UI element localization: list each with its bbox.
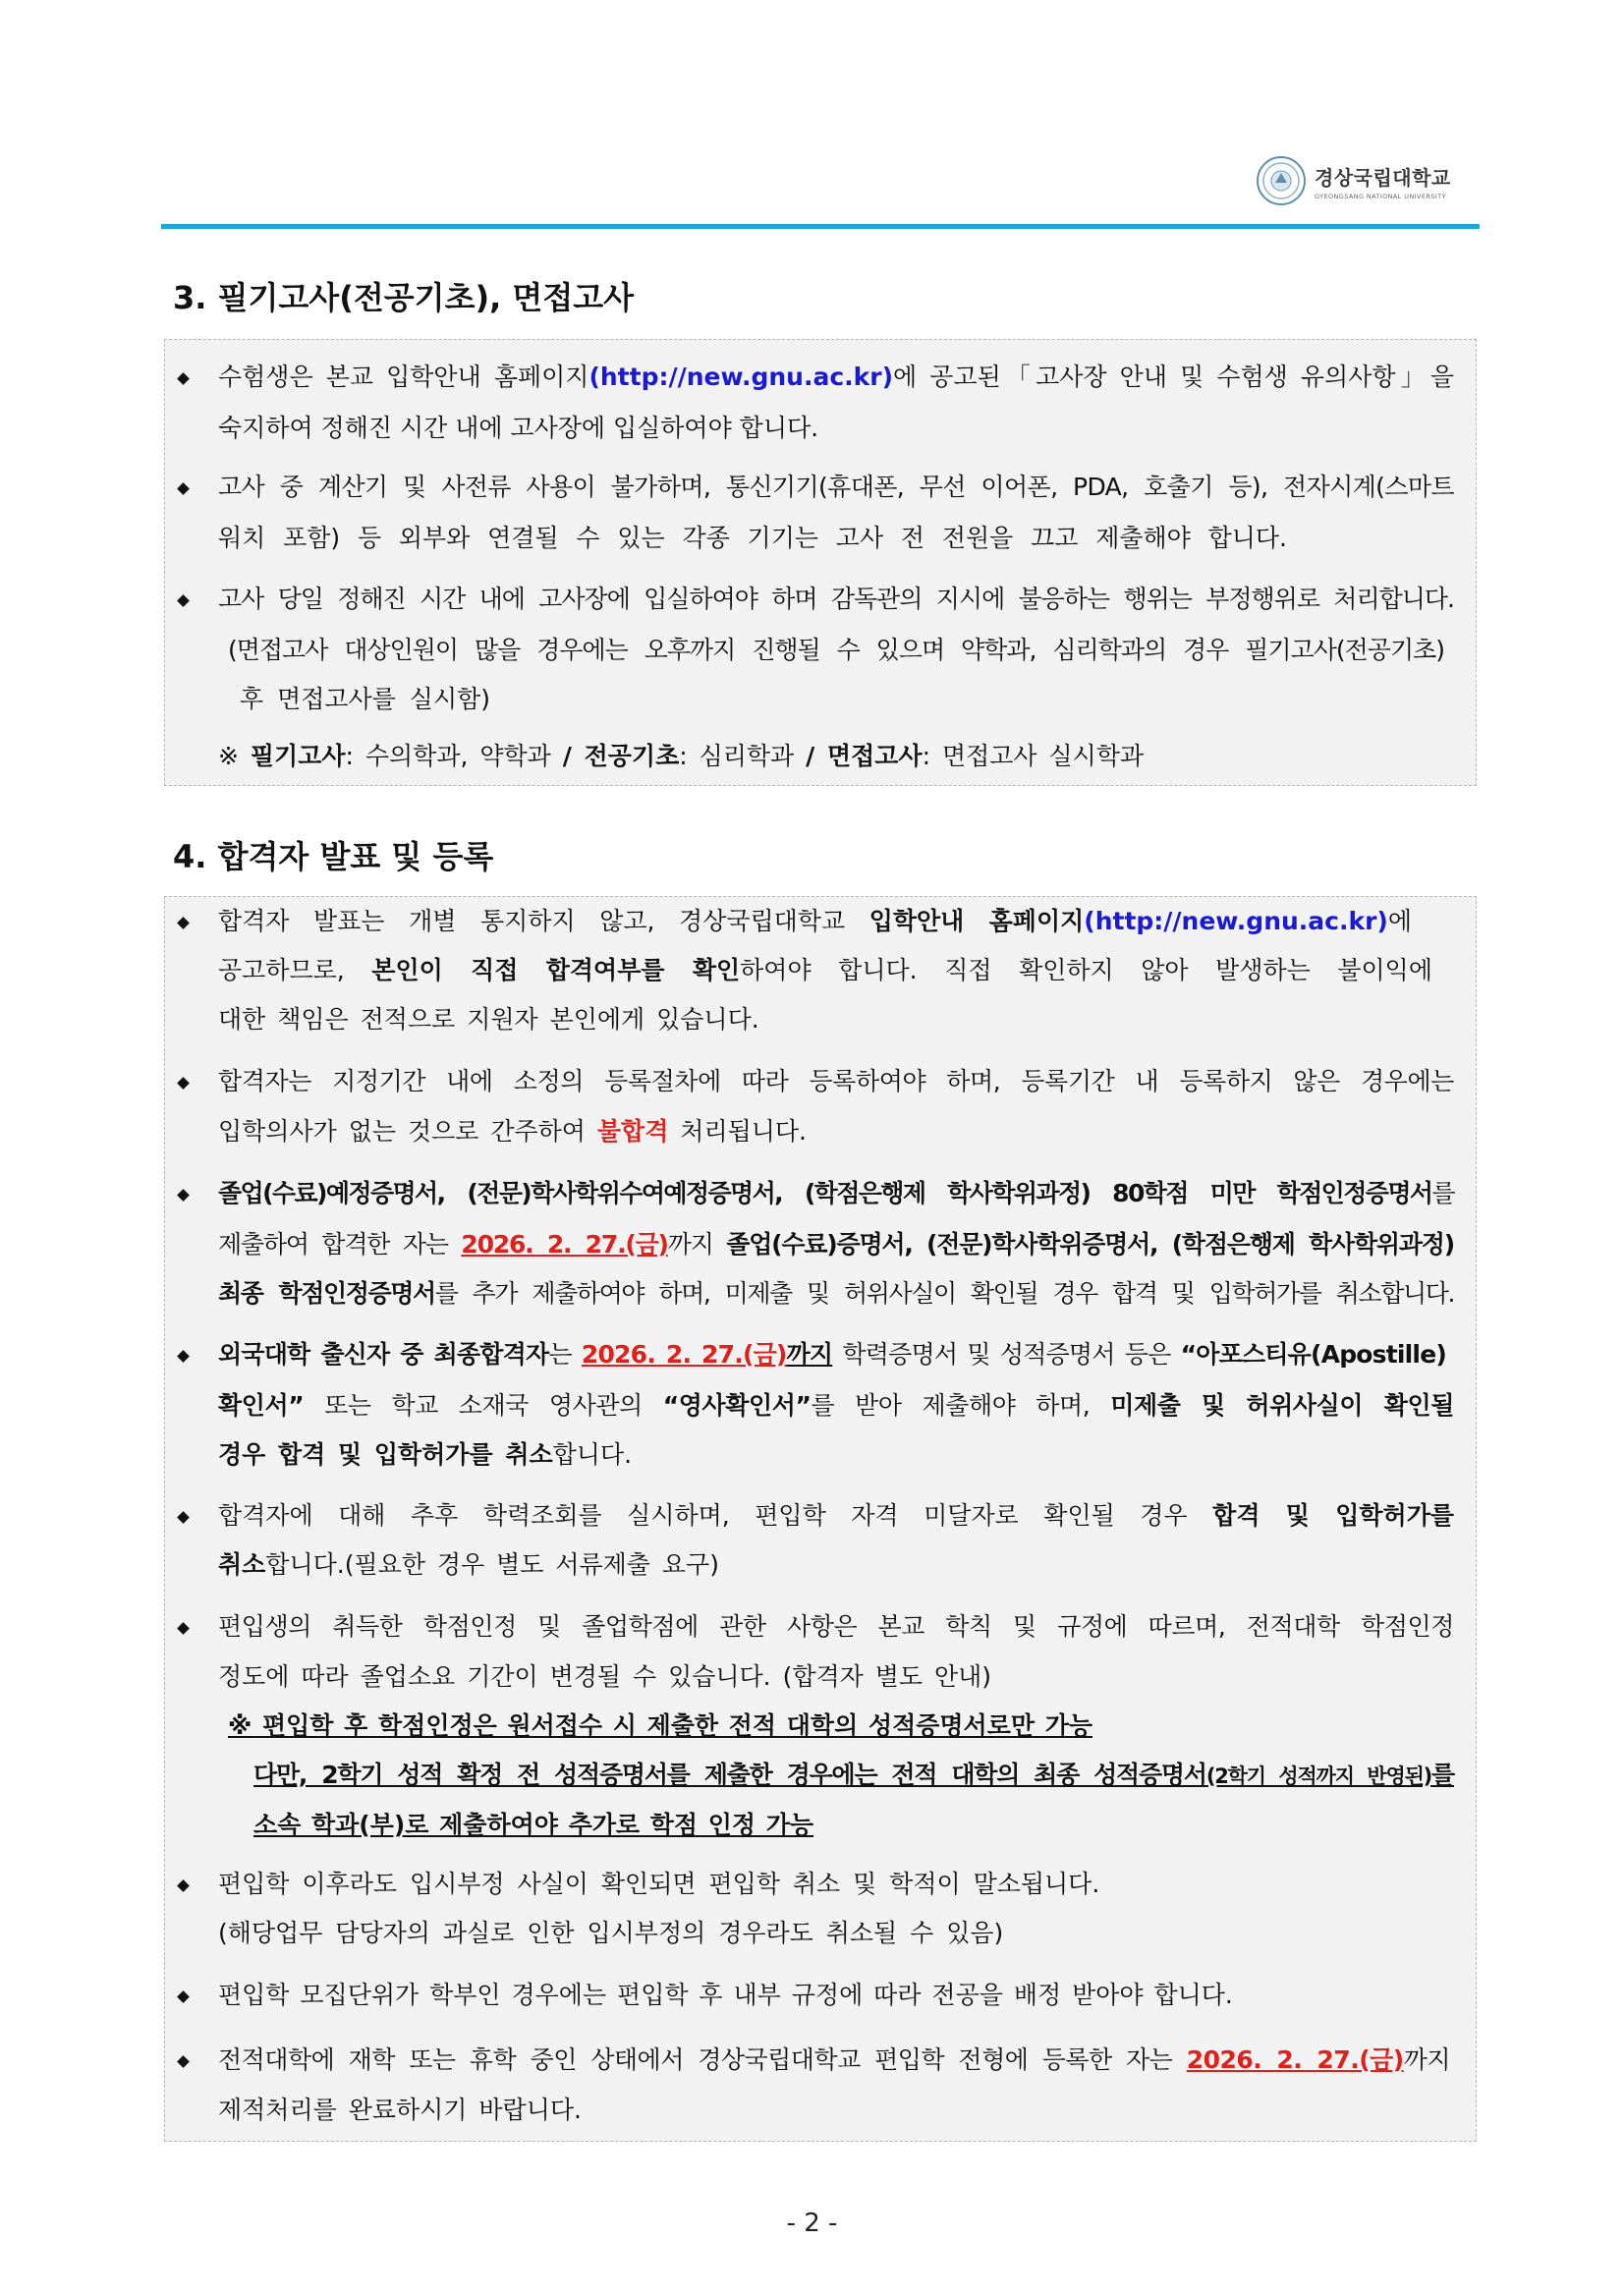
header-rule bbox=[161, 224, 1480, 229]
bullet-text-line: 편입생의 취득한 학점인정 및 졸업학점에 관한 사항은 본교 학칙 및 규정에 따르며, 전적대학 학점인정 bbox=[218, 1612, 1454, 1641]
deadline-date: 2026. 2. 27.(금) bbox=[1186, 2045, 1404, 2074]
bullet-text-line: 고사 중 계산기 및 사전류 사용이 불가하며, 통신기기(휴대폰, 무선 이어폰, PDA, 호출기 등), 전자시계(스마트 bbox=[218, 473, 1454, 501]
section-3-title: 3. 필기고사(전공기초), 면접고사 bbox=[173, 279, 635, 316]
section-3-note: ※ 필기고사: 수의학과, 약학과 / 전공기초: 심리학과 / 면접고사: 면접고사 실시학과 bbox=[218, 742, 1145, 770]
bullet-text-line: 취소합니다.(필요한 경우 별도 서류제출 요구) bbox=[218, 1550, 719, 1579]
bullet-text-line: 경우 합격 및 입학허가를 취소합니다. bbox=[218, 1440, 633, 1469]
credit-recognition-note: 다만, 2학기 성적 확정 전 성적증명서를 제출한 경우에는 전적 대학의 최종 성적증명서(2학기 성적까지 반영된)를 bbox=[253, 1761, 1454, 1789]
logo-korean-name: 경상국립대학교 bbox=[1315, 165, 1451, 190]
bullet-text-line: 합격자에 대해 추후 학력조회를 실시하며, 편입학 자격 미달자로 확인될 경우 합격 및 입학허가를 bbox=[218, 1501, 1454, 1530]
bullet-text-line: 최종 학점인정증명서를 추가 제출하여야 하며, 미제출 및 허위사실이 확인될 경우 합격 및 입학허가를 취소합니다. bbox=[218, 1279, 1454, 1308]
bullet-text-line: 제출하여 합격한 자는 2026. 2. 27.(금)까지 졸업(수료)증명서, (전문)학사학위증명서, (학점은행제 학사학위과정) bbox=[218, 1230, 1454, 1259]
bullet-text-line: 제적처리를 완료하시기 바랍니다. bbox=[218, 2096, 582, 2124]
university-logo bbox=[1256, 153, 1482, 208]
page-number: - 2 - bbox=[786, 2209, 838, 2238]
bullet-text-line: 워치 포함) 등 외부와 연결될 수 있는 각종 기기는 고사 전 전원을 끄고 제출해야 합니다. bbox=[218, 524, 1287, 552]
fail-status-text: 불합격 bbox=[596, 1117, 669, 1146]
section-3-box bbox=[164, 339, 1477, 786]
bullet-text-line: 전적대학에 재학 또는 휴학 중인 상태에서 경상국립대학교 편입학 전형에 등록한 자는 2026. 2. 27.(금)까지 bbox=[218, 2045, 1451, 2074]
bullet-text-line: 졸업(수료)예정증명서, (전문)학사학위수여예정증명서, (학점은행제 학사학위과정) 80학점 미만 학점인정증명서를 bbox=[218, 1179, 1454, 1207]
bullet-text-line: 편입학 이후라도 입시부정 사실이 확인되면 편입학 취소 및 학적이 말소됩니다. bbox=[218, 1870, 1100, 1898]
bullet-text-line: 숙지하여 정해진 시간 내에 고사장에 입실하여야 합니다. bbox=[218, 414, 819, 442]
bullet-text-line: 입학의사가 없는 것으로 간주하여 불합격 처리됩니다. bbox=[218, 1117, 807, 1146]
bullet-text-line: 합격자는 지정기간 내에 소정의 등록절차에 따라 등록하여야 하며, 등록기간 내 등록하지 않은 경우에는 bbox=[218, 1067, 1454, 1095]
logo-english-name: GYEONGSANG NATIONAL UNIVERSITY bbox=[1315, 192, 1446, 200]
bullet-text-line: 대한 책임은 전적으로 지원자 본인에게 있습니다. bbox=[218, 1005, 759, 1034]
bullet-text-line: 고사 당일 정해진 시간 내에 고사장에 입실하여야 하며 감독관의 지시에 불응하는 행위는 부정행위로 처리합니다. bbox=[218, 585, 1454, 613]
deadline-date: 2026. 2. 27.(금) bbox=[461, 1230, 668, 1259]
credit-recognition-note: ※ 편입학 후 학점인정은 원서접수 시 제출한 전적 대학의 성적증명서로만 가능 bbox=[228, 1711, 1092, 1740]
bullet-text-line: 외국대학 출신자 중 최종합격자는 2026. 2. 27.(금)까지 학력증명서 및 성적증명서 등은 “아포스티유(Apostille) bbox=[218, 1340, 1446, 1369]
bullet-text-line: 후 면접고사를 실시함) bbox=[240, 685, 490, 713]
homepage-link[interactable]: (http://new.gnu.ac.kr) bbox=[588, 363, 894, 391]
bullet-text-line: (면접고사 대상인원이 많을 경우에는 오후까지 진행될 수 있으며 약학과, 심리학과의 경우 필기고사(전공기초) bbox=[228, 636, 1444, 664]
bullet-text-line: (해당업무 담당자의 과실로 인한 입시부정의 경우라도 취소될 수 있음) bbox=[218, 1919, 1004, 1947]
section-4-title: 4. 합격자 발표 및 등록 bbox=[173, 838, 494, 875]
homepage-link[interactable]: (http://new.gnu.ac.kr) bbox=[1084, 907, 1388, 935]
university-seal-icon bbox=[1256, 155, 1307, 206]
credit-recognition-note: 소속 학과(부)로 제출하여야 추가로 학점 인정 가능 bbox=[253, 1811, 814, 1839]
bullet-text-line: 확인서” 또는 학교 소재국 영사관의 “영사확인서”를 받아 제출해야 하며, 미제출 및 허위사실이 확인될 bbox=[218, 1391, 1454, 1420]
bullet-text-line: 편입학 모집단위가 학부인 경우에는 편입학 후 내부 규정에 따라 전공을 배정 받아야 합니다. bbox=[218, 1981, 1233, 2009]
deadline-date: 2026. 2. 27.(금) bbox=[581, 1340, 787, 1369]
bullet-text-line: 정도에 따라 졸업소요 기간이 변경될 수 있습니다. (합격자 별도 안내) bbox=[218, 1662, 992, 1691]
bullet-text-line: 수험생은 본교 입학안내 홈페이지(http://new.gnu.ac.kr)에 공고된「고사장 안내 및 수험생 유의사항」을 bbox=[218, 363, 1454, 391]
bullet-text-line: 공고하므로, 본인이 직접 합격여부를 확인하여야 합니다. 직접 확인하지 않아 발생하는 불이익에 bbox=[218, 956, 1432, 984]
bullet-text-line: 합격자 발표는 개별 통지하지 않고, 경상국립대학교 입학안내 홈페이지(http://new.gnu.ac.kr)에 bbox=[218, 907, 1413, 935]
